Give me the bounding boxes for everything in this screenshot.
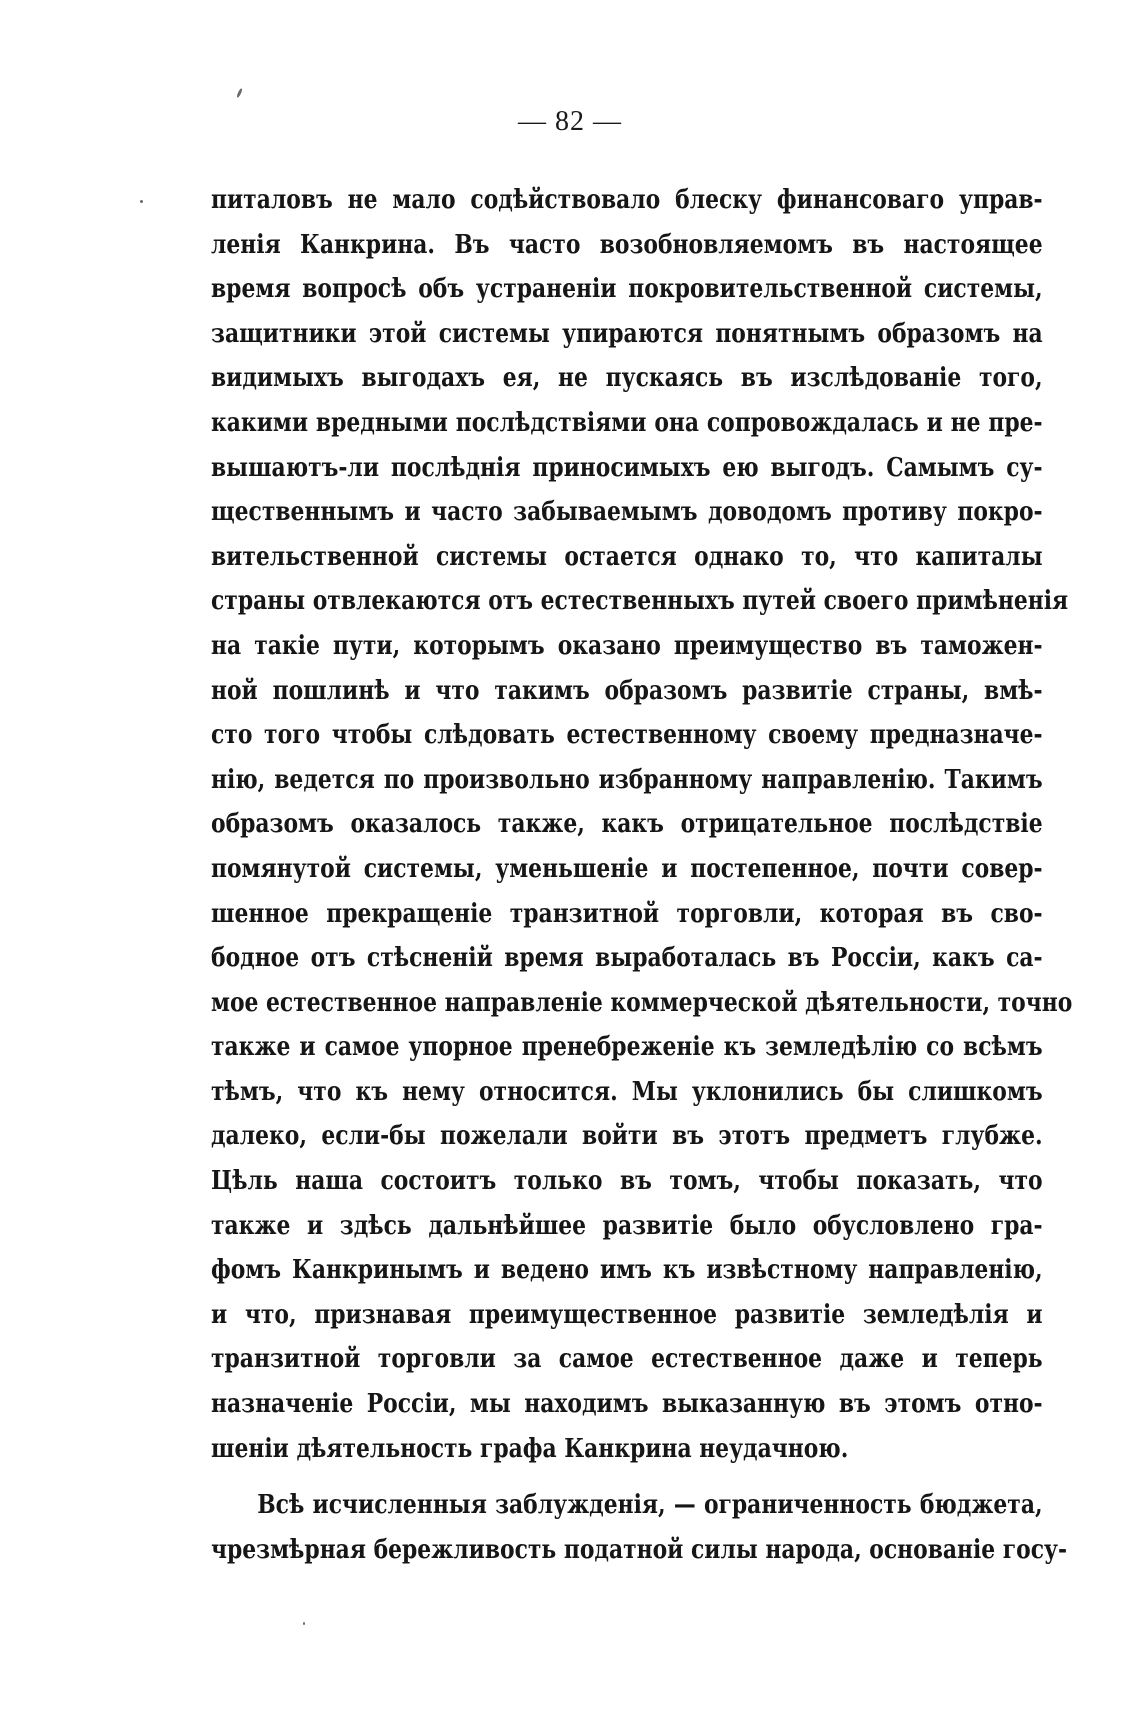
scan-speck [236,88,243,98]
text-line: защитники этой системы упираются понятнымъ образомъ на [211,318,1043,349]
text-line: образомъ оказалось также, какъ отрицательное послѣдствіе [211,809,1043,840]
text-line: нію, ведется по произвольно избранному направленію. Такимъ [211,764,1043,795]
paragraph-gap [211,1471,1043,1483]
text-line: Цѣль наша состоитъ только въ томъ, чтобы показать, что [211,1166,1043,1197]
text-line: щественнымъ и часто забываемымъ доводомъ противу покро- [211,497,1043,528]
text-line: фомъ Канкринымъ и ведено имъ къ извѣстному направленію, [211,1255,1043,1286]
text-line: бодное отъ стѣсненій время выработалась въ Россіи, какъ са- [211,943,1043,974]
scan-speck [303,1622,305,1625]
text-line: также и самое упорное пренебреженіе къ земледѣлію со всѣмъ [211,1032,1043,1063]
text-line: вительственной системы остается однако то, что капиталы [211,541,1043,572]
text-line: время вопросѣ объ устраненіи покровительственной системы, [211,274,1043,305]
text-line: сто того чтобы слѣдовать естественному своему предназначе- [211,720,1043,751]
text-line: также и здѣсь дальнѣйшее развитіе было обусловлено гра- [211,1210,1043,1241]
body-text [211,178,1073,1572]
paragraph [211,178,1073,1471]
text-line: видимыхъ выгодахъ ея, не пускаясь въ изслѣдованіе того, [211,363,1043,394]
text-line: на такіе пути, которымъ оказано преимущество въ таможен- [211,630,1043,661]
text-line: вышаютъ-ли послѣднія приносимыхъ ею выгодъ. Самымъ су- [211,452,1043,483]
paragraph [211,1483,1068,1572]
text-line: назначеніе Россіи, мы находимъ выказанную въ этомъ отно- [211,1389,1043,1420]
text-line: далеко, если-бы пожелали войти въ этотъ предметъ глубже. [211,1121,1043,1152]
text-line: транзитной торговли за самое естественное даже и теперь [211,1344,1043,1375]
text-line: ленія Канкрина. Въ часто возобновляемомъ въ настоящее [211,229,1043,260]
text-line: ной пошлинѣ и что такимъ образомъ развитіе страны, вмѣ- [211,675,1043,706]
text-line: мое естественное направленіе коммерческой дѣятельности, точно [211,987,1073,1018]
text-line: страны отвлекаются отъ естественныхъ путей своего примѣненія [211,586,1069,617]
text-line: питаловъ не мало содѣйствовало блеску финансоваго управ- [211,185,1043,215]
text-line: шеніи дѣятельность графа Канкрина неудачною. [211,1433,849,1464]
text-line: тѣмъ, что къ нему относится. Мы уклонились бы слишкомъ [211,1076,1043,1107]
page-number: — 82 — [518,106,622,137]
text-line: помянутой системы, уменьшеніе и постепенное, почти совер- [211,853,1043,884]
text-line: чрезмѣрная бережливость податной силы народа, основаніе госу- [211,1534,1068,1565]
text-line: и что, признавая преимущественное развитіе земледѣлія и [211,1299,1043,1330]
scan-speck [140,200,143,203]
text-line: какими вредными послѣдствіями она сопровождалась и не пре- [211,407,1043,438]
text-line: шенное прекращеніе транзитной торговли, которая въ сво- [211,898,1043,929]
text-line: Всѣ исчисленныя заблужденія, — ограниченность бюджета, [257,1490,1043,1521]
